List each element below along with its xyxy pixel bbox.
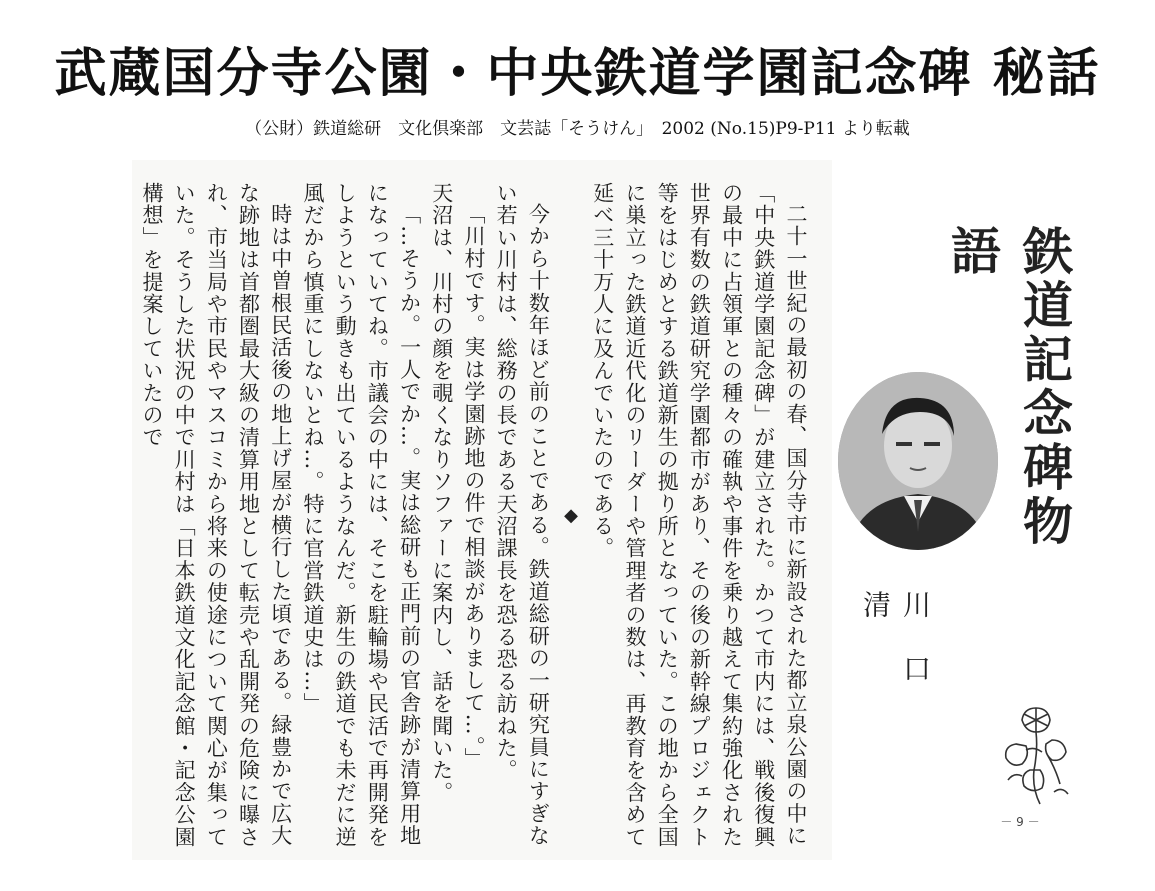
- morning-glory-icon: [996, 700, 1080, 810]
- source-citation: （公財）鉄道総研 文化倶楽部 文芸誌「そうけん」 2002 (No.15)P9-P11 より転載: [245, 119, 910, 139]
- section-break-diamond-icon: ◆: [560, 504, 582, 528]
- paragraph: 二十一世紀の最初の春、国分寺市に新設された都立泉公園の中に「中央鉄道学園記念碑」が建立された。かつて市内には、戦後復興の最中に占領軍との種々の確執や事件を乗り越えて集約強化された世界有数の鉄道研究学園都市があり、その後の新幹線プロジェクト等をはじめとする鉄道新生の拠り所となっていた。この地から全国に巣立った鉄道近代化のリーダーや管理者の数は、再教育を含めて延べ三十万人に及んでいたのである。: [590, 182, 808, 848]
- paragraph: 天沼は、川村の顔を覗くなりソファーに案内し、話を聞いた。: [429, 182, 454, 804]
- article-text: [132, 160, 812, 850]
- article-heading: 鉄道記念碑物語: [943, 225, 1073, 549]
- page-title: 武蔵国分寺公園・中央鉄道学園記念碑 秘話: [54, 44, 1101, 104]
- flower-illustration: [996, 700, 1080, 810]
- paragraph: 時は中曽根民活後の地上げ屋が横行した頃である。緑豊かで広大な跡地は首都圏最大級の清算用地として転売や乱開発の危険に曝され、市当局や市民やマスコミから将来の使途について関心が集っていた。そうした状況の中で川村は「日本鉄道文化記念館・記念公園構想」を提案していたので: [139, 182, 293, 848]
- author-photo: [838, 372, 998, 550]
- article-body: [132, 160, 832, 860]
- paragraph: 今から十数年ほど前のことである。鉄道総研の一研究員にすぎない若い川村は、総務の長である天沼課長を恐る恐る訪ねた。: [494, 182, 551, 847]
- dialogue-paragraph: 「…そうか。一人でか…。実は総研も正門前の官舎跡が清算用地になっていてね。市議会の中には、そこを駐輪場や民活で再開発をしようという動きも出ているようなんだ。新生の鉄道でも未だに逆風だから慎重にしないとね…。特に官営鉄道史は…」: [300, 182, 422, 848]
- author-name: 川口 清: [859, 590, 932, 782]
- dialogue-paragraph: 「川村です。実は学園跡地の件で相談がありまして…。」: [461, 203, 486, 770]
- author-portrait-icon: [838, 372, 998, 550]
- page-number: － 9 －: [1000, 815, 1040, 829]
